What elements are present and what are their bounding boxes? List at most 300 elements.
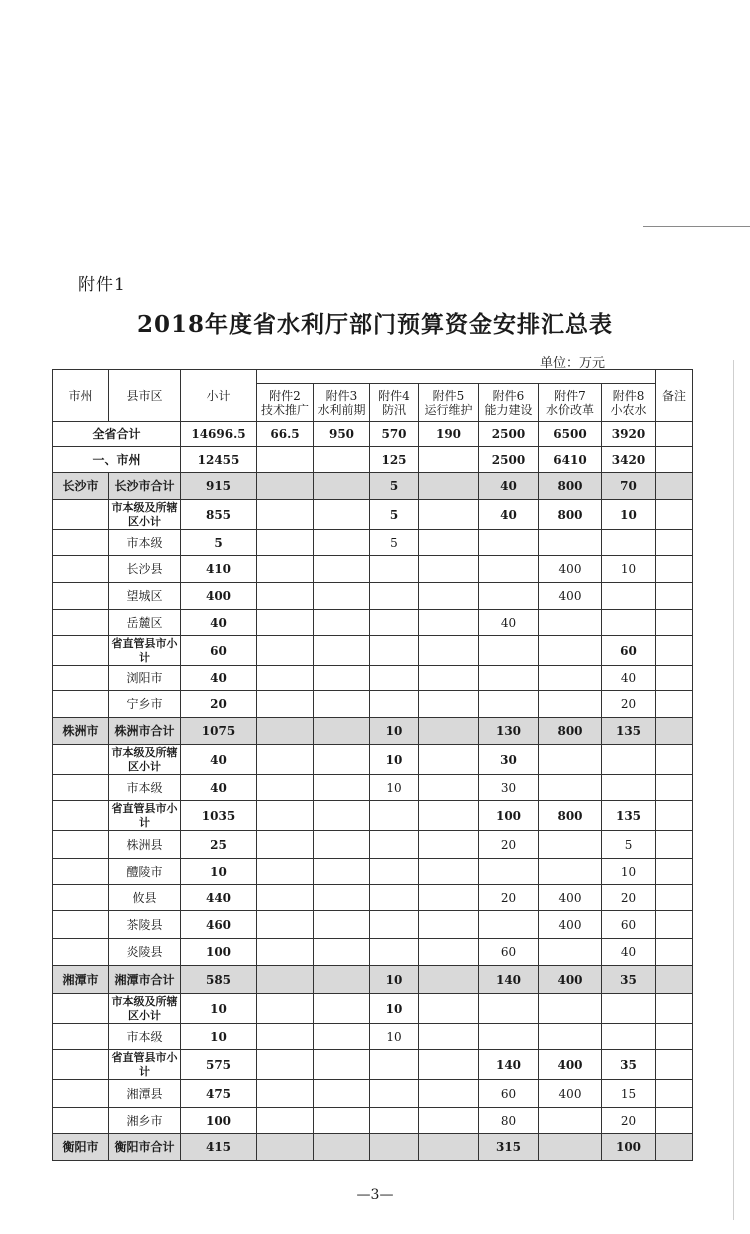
city-cell xyxy=(53,745,109,775)
value-a8 xyxy=(602,583,656,610)
remark-cell xyxy=(656,911,693,939)
value-a6: 40 xyxy=(479,610,539,636)
value-a6: 30 xyxy=(479,745,539,775)
value-a2 xyxy=(257,691,314,718)
value-a6: 60 xyxy=(479,939,539,966)
value-a6: 2500 xyxy=(479,447,539,473)
value-a3 xyxy=(314,859,370,885)
value-a7: 6500 xyxy=(539,422,602,447)
value-a2 xyxy=(257,447,314,473)
value-a7 xyxy=(539,610,602,636)
city-cell xyxy=(53,1024,109,1050)
value-a4 xyxy=(370,666,419,691)
table-row-city xyxy=(53,473,693,500)
page-title: 2018年度省水利厅部门预算资金安排汇总表 xyxy=(136,311,613,338)
value-a2: 66.5 xyxy=(257,422,314,447)
header-a8: 附件8 小农水 xyxy=(602,384,656,422)
header-remark: 备注 xyxy=(656,370,693,422)
value-a4 xyxy=(370,691,419,718)
city-cell xyxy=(53,775,109,801)
value-a2 xyxy=(257,1024,314,1050)
value-a8: 20 xyxy=(602,1108,656,1134)
value-a4: 5 xyxy=(370,530,419,556)
value-a3 xyxy=(314,801,370,831)
value-a6 xyxy=(479,530,539,556)
value-a5 xyxy=(419,939,479,966)
value-a2 xyxy=(257,1108,314,1134)
value-a2 xyxy=(257,718,314,745)
value-a7 xyxy=(539,994,602,1024)
subtotal-cell: 1075 xyxy=(181,718,257,745)
value-a3 xyxy=(314,1024,370,1050)
value-a7 xyxy=(539,745,602,775)
value-a4 xyxy=(370,831,419,859)
table-row-item xyxy=(53,885,693,911)
county-cell: 市本级 xyxy=(109,530,181,556)
value-a7: 800 xyxy=(539,500,602,530)
value-a5 xyxy=(419,1024,479,1050)
value-a2 xyxy=(257,859,314,885)
value-a3 xyxy=(314,556,370,583)
value-a8: 35 xyxy=(602,1050,656,1080)
value-a8: 20 xyxy=(602,691,656,718)
county-cell: 市本级 xyxy=(109,775,181,801)
value-a8 xyxy=(602,1024,656,1050)
table-row-item xyxy=(53,583,693,610)
subtotal-cell: 40 xyxy=(181,775,257,801)
subtotal-cell: 40 xyxy=(181,610,257,636)
remark-cell xyxy=(656,1108,693,1134)
value-a8 xyxy=(602,530,656,556)
table-row-item xyxy=(53,939,693,966)
value-a6 xyxy=(479,1024,539,1050)
value-a6 xyxy=(479,994,539,1024)
table-row-item xyxy=(53,1080,693,1108)
value-a5 xyxy=(419,831,479,859)
value-a3 xyxy=(314,583,370,610)
value-a8: 35 xyxy=(602,966,656,994)
table-row-sub xyxy=(53,994,693,1024)
header-a5: 附件5 运行维护 xyxy=(419,384,479,422)
value-a4 xyxy=(370,556,419,583)
value-a2 xyxy=(257,583,314,610)
value-a6 xyxy=(479,556,539,583)
value-a7 xyxy=(539,1024,602,1050)
remark-cell xyxy=(656,801,693,831)
value-a8 xyxy=(602,745,656,775)
subtotal-cell: 40 xyxy=(181,745,257,775)
value-a3 xyxy=(314,610,370,636)
value-a5: 190 xyxy=(419,422,479,447)
city-cell: 衡阳市 xyxy=(53,1134,109,1161)
value-a5 xyxy=(419,911,479,939)
scan-edge-line xyxy=(643,226,750,227)
table-body xyxy=(53,422,693,1161)
value-a3 xyxy=(314,1134,370,1161)
value-a5 xyxy=(419,556,479,583)
county-cell: 株洲市合计 xyxy=(109,718,181,745)
city-cell xyxy=(53,556,109,583)
value-a7 xyxy=(539,691,602,718)
header-a2: 附件2 技术推广 xyxy=(257,384,314,422)
table-row-section xyxy=(53,447,693,473)
value-a4 xyxy=(370,1134,419,1161)
city-cell xyxy=(53,610,109,636)
value-a2 xyxy=(257,666,314,691)
value-a6 xyxy=(479,859,539,885)
value-a2 xyxy=(257,500,314,530)
value-a6: 100 xyxy=(479,801,539,831)
row-label: 一、市州 xyxy=(53,447,181,473)
value-a2 xyxy=(257,1134,314,1161)
value-a6 xyxy=(479,911,539,939)
value-a3 xyxy=(314,911,370,939)
value-a3 xyxy=(314,691,370,718)
value-a3 xyxy=(314,718,370,745)
value-a8: 135 xyxy=(602,718,656,745)
table-row-total xyxy=(53,422,693,447)
value-a6: 130 xyxy=(479,718,539,745)
value-a6: 2500 xyxy=(479,422,539,447)
city-cell xyxy=(53,801,109,831)
value-a5 xyxy=(419,994,479,1024)
value-a8: 100 xyxy=(602,1134,656,1161)
value-a8 xyxy=(602,994,656,1024)
value-a7 xyxy=(539,636,602,666)
county-cell: 宁乡市 xyxy=(109,691,181,718)
table-row-item xyxy=(53,691,693,718)
unit-label: 单位：万元 xyxy=(540,356,606,371)
value-a8: 70 xyxy=(602,473,656,500)
value-a5 xyxy=(419,500,479,530)
table-row-item xyxy=(53,775,693,801)
value-a3 xyxy=(314,831,370,859)
value-a4: 570 xyxy=(370,422,419,447)
value-a6 xyxy=(479,583,539,610)
value-a7: 400 xyxy=(539,911,602,939)
value-a3 xyxy=(314,500,370,530)
value-a8: 15 xyxy=(602,1080,656,1108)
value-a5 xyxy=(419,1134,479,1161)
value-a6: 40 xyxy=(479,473,539,500)
subtotal-cell: 440 xyxy=(181,885,257,911)
value-a4 xyxy=(370,610,419,636)
subtotal-cell: 575 xyxy=(181,1050,257,1080)
county-cell: 市本级及所辖区小计 xyxy=(109,500,181,530)
remark-cell xyxy=(656,666,693,691)
county-cell: 望城区 xyxy=(109,583,181,610)
county-cell: 省直管县市小计 xyxy=(109,1050,181,1080)
value-a3 xyxy=(314,966,370,994)
value-a4 xyxy=(370,911,419,939)
header-attachments-group xyxy=(257,370,656,384)
city-cell xyxy=(53,691,109,718)
value-a5 xyxy=(419,666,479,691)
subtotal-cell: 410 xyxy=(181,556,257,583)
remark-cell xyxy=(656,745,693,775)
city-cell xyxy=(53,530,109,556)
value-a8: 10 xyxy=(602,556,656,583)
value-a2 xyxy=(257,885,314,911)
value-a4: 10 xyxy=(370,966,419,994)
value-a2 xyxy=(257,966,314,994)
city-cell xyxy=(53,911,109,939)
budget-summary-table xyxy=(52,369,693,1161)
value-a4 xyxy=(370,885,419,911)
value-a5 xyxy=(419,1050,479,1080)
value-a4 xyxy=(370,939,419,966)
value-a4 xyxy=(370,636,419,666)
value-a5 xyxy=(419,718,479,745)
value-a7 xyxy=(539,666,602,691)
value-a4: 10 xyxy=(370,745,419,775)
value-a8: 135 xyxy=(602,801,656,831)
table-row-city xyxy=(53,1134,693,1161)
page-number: —3— xyxy=(356,1187,394,1203)
county-cell: 株洲县 xyxy=(109,831,181,859)
value-a5 xyxy=(419,859,479,885)
table-row-city xyxy=(53,718,693,745)
county-cell: 攸县 xyxy=(109,885,181,911)
county-cell: 炎陵县 xyxy=(109,939,181,966)
remark-cell xyxy=(656,885,693,911)
value-a2 xyxy=(257,530,314,556)
header-a6: 附件6 能力建设 xyxy=(479,384,539,422)
value-a2 xyxy=(257,636,314,666)
county-cell: 市本级 xyxy=(109,1024,181,1050)
header-subtotal: 小计 xyxy=(181,370,257,422)
header-city: 市州 xyxy=(53,370,109,422)
table-row-city xyxy=(53,966,693,994)
value-a7 xyxy=(539,775,602,801)
value-a4: 10 xyxy=(370,1024,419,1050)
table-row-item xyxy=(53,666,693,691)
county-cell: 长沙市合计 xyxy=(109,473,181,500)
value-a7: 400 xyxy=(539,885,602,911)
value-a5 xyxy=(419,530,479,556)
city-cell xyxy=(53,636,109,666)
value-a3 xyxy=(314,666,370,691)
value-a2 xyxy=(257,831,314,859)
table-row-sub xyxy=(53,801,693,831)
value-a4: 10 xyxy=(370,994,419,1024)
value-a6: 40 xyxy=(479,500,539,530)
value-a4 xyxy=(370,1050,419,1080)
remark-cell xyxy=(656,831,693,859)
remark-cell xyxy=(656,556,693,583)
value-a6: 140 xyxy=(479,966,539,994)
county-cell: 市本级及所辖区小计 xyxy=(109,994,181,1024)
city-cell xyxy=(53,994,109,1024)
value-a3 xyxy=(314,1080,370,1108)
city-cell xyxy=(53,885,109,911)
value-a2 xyxy=(257,473,314,500)
subtotal-cell: 585 xyxy=(181,966,257,994)
city-cell xyxy=(53,1080,109,1108)
remark-cell xyxy=(656,718,693,745)
subtotal-cell: 100 xyxy=(181,1108,257,1134)
subtotal-cell: 415 xyxy=(181,1134,257,1161)
header-a4: 附件4 防汛 xyxy=(370,384,419,422)
value-a7: 400 xyxy=(539,556,602,583)
header-county: 县市区 xyxy=(109,370,181,422)
table-row-item xyxy=(53,530,693,556)
value-a4 xyxy=(370,859,419,885)
value-a3 xyxy=(314,1050,370,1080)
value-a5 xyxy=(419,691,479,718)
subtotal-cell: 400 xyxy=(181,583,257,610)
value-a5 xyxy=(419,583,479,610)
subtotal-cell: 5 xyxy=(181,530,257,556)
value-a2 xyxy=(257,911,314,939)
city-cell: 长沙市 xyxy=(53,473,109,500)
value-a2 xyxy=(257,801,314,831)
value-a8: 40 xyxy=(602,666,656,691)
remark-cell xyxy=(656,1134,693,1161)
city-cell xyxy=(53,859,109,885)
remark-cell xyxy=(656,583,693,610)
scan-edge-line-right xyxy=(733,360,734,1220)
value-a6: 80 xyxy=(479,1108,539,1134)
subtotal-cell: 14696.5 xyxy=(181,422,257,447)
value-a2 xyxy=(257,994,314,1024)
value-a5 xyxy=(419,966,479,994)
subtotal-cell: 25 xyxy=(181,831,257,859)
table-row-item xyxy=(53,610,693,636)
value-a4: 5 xyxy=(370,473,419,500)
value-a5 xyxy=(419,775,479,801)
row-label: 全省合计 xyxy=(53,422,181,447)
value-a8: 20 xyxy=(602,885,656,911)
value-a2 xyxy=(257,1050,314,1080)
value-a3 xyxy=(314,994,370,1024)
value-a8 xyxy=(602,610,656,636)
value-a5 xyxy=(419,1080,479,1108)
city-cell xyxy=(53,583,109,610)
attachment-label: 附件1 xyxy=(78,275,126,295)
city-cell: 株洲市 xyxy=(53,718,109,745)
value-a2 xyxy=(257,745,314,775)
remark-cell xyxy=(656,939,693,966)
remark-cell xyxy=(656,422,693,447)
value-a4: 10 xyxy=(370,718,419,745)
subtotal-cell: 475 xyxy=(181,1080,257,1108)
remark-cell xyxy=(656,610,693,636)
value-a6 xyxy=(479,636,539,666)
value-a8: 10 xyxy=(602,500,656,530)
value-a6: 60 xyxy=(479,1080,539,1108)
remark-cell xyxy=(656,530,693,556)
value-a7: 400 xyxy=(539,1080,602,1108)
value-a7 xyxy=(539,1134,602,1161)
subtotal-cell: 12455 xyxy=(181,447,257,473)
city-cell xyxy=(53,500,109,530)
table-row-sub xyxy=(53,1050,693,1080)
county-cell: 茶陵县 xyxy=(109,911,181,939)
value-a7 xyxy=(539,831,602,859)
value-a3 xyxy=(314,636,370,666)
county-cell: 醴陵市 xyxy=(109,859,181,885)
value-a4: 10 xyxy=(370,775,419,801)
value-a7: 400 xyxy=(539,1050,602,1080)
value-a6: 315 xyxy=(479,1134,539,1161)
value-a6 xyxy=(479,691,539,718)
value-a3 xyxy=(314,530,370,556)
subtotal-cell: 60 xyxy=(181,636,257,666)
value-a2 xyxy=(257,1080,314,1108)
table-row-sub xyxy=(53,500,693,530)
value-a8: 3920 xyxy=(602,422,656,447)
city-cell: 湘潭市 xyxy=(53,966,109,994)
value-a7: 6410 xyxy=(539,447,602,473)
remark-cell xyxy=(656,966,693,994)
value-a3 xyxy=(314,939,370,966)
subtotal-cell: 915 xyxy=(181,473,257,500)
value-a2 xyxy=(257,556,314,583)
city-cell xyxy=(53,831,109,859)
city-cell xyxy=(53,1050,109,1080)
city-cell xyxy=(53,1108,109,1134)
table-row-item xyxy=(53,556,693,583)
subtotal-cell: 460 xyxy=(181,911,257,939)
city-cell xyxy=(53,939,109,966)
value-a7: 400 xyxy=(539,966,602,994)
county-cell: 长沙县 xyxy=(109,556,181,583)
value-a4: 5 xyxy=(370,500,419,530)
subtotal-cell: 10 xyxy=(181,994,257,1024)
value-a5 xyxy=(419,745,479,775)
value-a5 xyxy=(419,447,479,473)
value-a7 xyxy=(539,530,602,556)
subtotal-cell: 40 xyxy=(181,666,257,691)
value-a5 xyxy=(419,610,479,636)
value-a7: 800 xyxy=(539,473,602,500)
value-a6 xyxy=(479,666,539,691)
county-cell: 衡阳市合计 xyxy=(109,1134,181,1161)
value-a7 xyxy=(539,859,602,885)
value-a3 xyxy=(314,447,370,473)
subtotal-cell: 10 xyxy=(181,859,257,885)
subtotal-cell: 1035 xyxy=(181,801,257,831)
value-a3 xyxy=(314,885,370,911)
city-cell xyxy=(53,666,109,691)
value-a8: 40 xyxy=(602,939,656,966)
county-cell: 岳麓区 xyxy=(109,610,181,636)
remark-cell xyxy=(656,473,693,500)
value-a5 xyxy=(419,885,479,911)
county-cell: 浏阳市 xyxy=(109,666,181,691)
table-row-sub xyxy=(53,636,693,666)
value-a8: 5 xyxy=(602,831,656,859)
county-cell: 湘潭县 xyxy=(109,1080,181,1108)
value-a8: 60 xyxy=(602,636,656,666)
value-a6: 20 xyxy=(479,885,539,911)
table-row-item xyxy=(53,911,693,939)
remark-cell xyxy=(656,775,693,801)
remark-cell xyxy=(656,859,693,885)
value-a8 xyxy=(602,775,656,801)
value-a4: 125 xyxy=(370,447,419,473)
value-a7: 800 xyxy=(539,801,602,831)
value-a5 xyxy=(419,473,479,500)
table-row-sub xyxy=(53,745,693,775)
county-cell: 省直管县市小计 xyxy=(109,801,181,831)
value-a4 xyxy=(370,583,419,610)
value-a5 xyxy=(419,636,479,666)
value-a4 xyxy=(370,801,419,831)
value-a7 xyxy=(539,1108,602,1134)
header-a7: 附件7 水价改革 xyxy=(539,384,602,422)
